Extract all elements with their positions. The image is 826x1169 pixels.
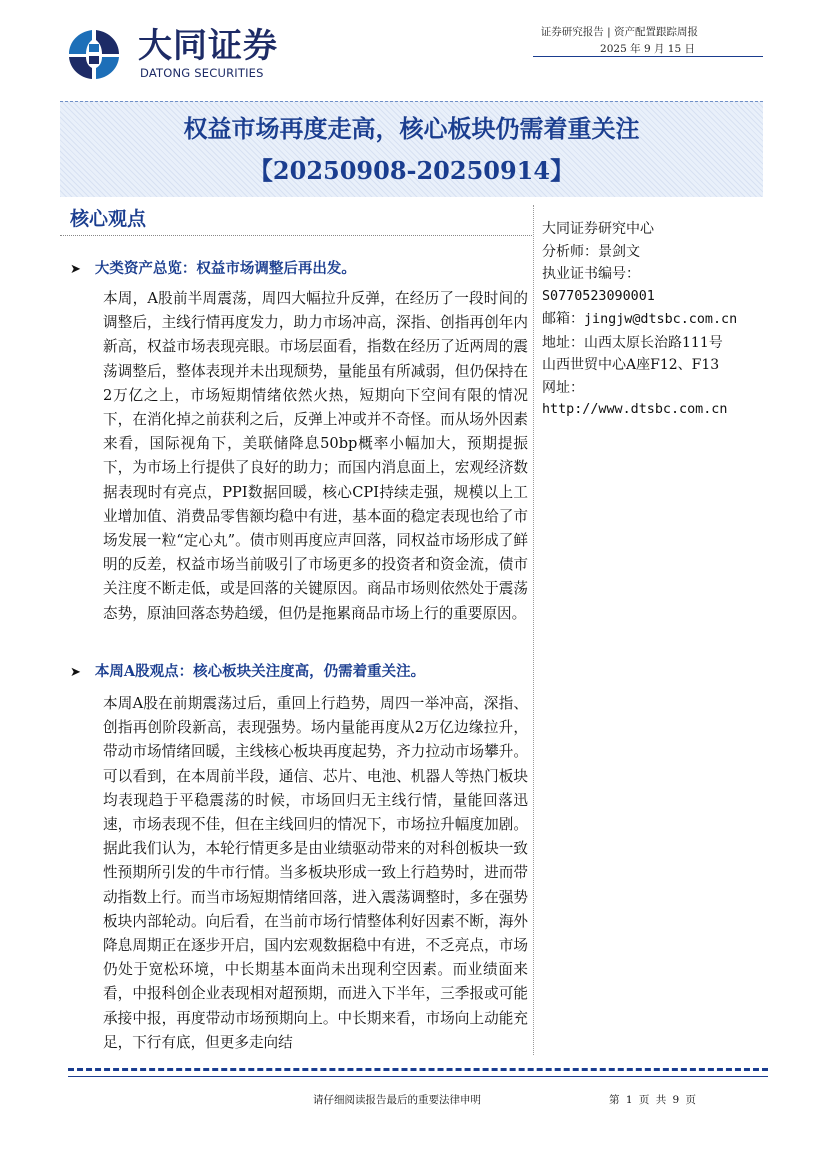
analyst-info xyxy=(542,218,767,422)
key-point-heading xyxy=(70,660,425,681)
license-number: S0770523090001 xyxy=(542,288,655,304)
key-point-paragraph: 本周A股在前期震荡过后，重回上行趋势，周四一举冲高，深指、创指再创阶段新高，表现强势。场内量能再度从2万亿边缘拉升，带动市场情绪回暖，主线核心板块再度起势，齐力拉动市场攀升。可以看到，在本周前半段，通信、芯片、电池、机器人等热门板块均表现趋于平稳震荡的时候，市场回归无主线行情，量能回落迅速，市场表现不佳，但在主线回归的情况下，市场拉升幅度加剧。据此我们认为，本轮行情更多是由业绩驱动带来的对科创板块一致性预期所引发的牛市行情。当多板块形成一致上行趋势时，进而带动指数上行。而当市场短期情绪回落，进入震荡调整时，多在强势板块内部轮动。向后看，在当前市场行情整体利好因素不断，海外降息周期正在逐步开启，国内宏观数据稳中有进，不乏亮点，市场仍处于宽松环境，中长期基本面尚未出现利空因素。而业绩面来看，中报科创企业表现相对超预期，而进入下半年，三季报或可能承接中报，再度带动市场预期向上。中长期来看，市场向上动能充足，下行有底，但更多走向结 xyxy=(103,695,528,1051)
header-divider xyxy=(533,56,763,57)
key-point-paragraph: 本周，A股前半周震荡，周四大幅拉升反弹，在经历了一段时间的调整后，主线行情再度发力，助力市场冲高，深指、创指再创年内新高，权益市场表现亮眼。市场层面看，指数在经历了近两周的震荡调整后，整体表现并未出现颓势，量能虽有所减弱，但仍保持在2万亿之上，市场短期情绪依然火热，短期向下空间有限的情况下，在消化掉之前获利之后，反弹上冲或并不奇怪。而从场外因素来看，国际视角下，美联储降息50bp概率小幅加大，预期提振下，为市场上行提供了良好的助力；而国内消息面上，宏观经济数据表现时有亮点，PPI数据回暖，核心CPI持续走强，规模以上工业增加值、消费品零售额均稳中有进，基本面的稳定表现也给了市场发展一粒“定心丸”。债市则再度应声回落，同权益市场形成了鲜明的反差，权益市场当前吸引了市场更多的投资者和资金流，债市关注度不断走低，或是回落的关键原因。商品市场则依然处于震荡态势，原油回落态势趋缓，但仍是拖累商品市场上行的重要原因。 xyxy=(103,290,528,622)
address-line-2: 山西世贸中心A座F12、F13 xyxy=(542,357,720,373)
license-label: 执业证书编号： xyxy=(542,266,640,282)
website-label: 网址： xyxy=(542,379,584,396)
email-row xyxy=(542,308,767,332)
report-date: 2025 年 9 月 15 日 xyxy=(600,43,695,55)
logo-english-name: DATONG SECURITIES xyxy=(140,66,264,80)
email-link[interactable]: jingjw@dtsbc.com.cn xyxy=(584,312,738,327)
footer-disclaimer: 请仔细阅读报告最后的重要法律申明 xyxy=(313,1094,481,1106)
arrow-bullet-icon: ➤ xyxy=(70,262,81,277)
column-divider xyxy=(533,205,534,1055)
footer-rule xyxy=(68,1076,768,1077)
report-period: 【20250908-20250914】 xyxy=(248,156,575,185)
analyst-name: 分析师：景剑文 xyxy=(542,243,640,260)
datong-logo-icon xyxy=(64,26,124,82)
key-point-title: 大类资产总览：权益市场调整后再出发。 xyxy=(94,260,356,277)
section-heading: 核心观点 xyxy=(70,208,147,230)
section-divider xyxy=(60,235,532,236)
report-title: 权益市场再度走高，核心板块仍需着重关注 xyxy=(183,114,640,143)
page-number: 第 1 页 共 9 页 xyxy=(609,1094,697,1106)
arrow-bullet-icon: ➤ xyxy=(70,665,81,680)
key-point-heading xyxy=(70,257,356,278)
website-link[interactable]: http://www.dtsbc.com.cn xyxy=(542,402,728,417)
email-label: 邮箱： xyxy=(542,311,584,327)
research-institute: 大同证券研究中心 xyxy=(542,221,654,237)
key-point-title: 本周A股观点：核心板块关注度高，仍需着重关注。 xyxy=(94,663,426,680)
report-type: 证券研究报告 | 资产配置跟踪周报 xyxy=(540,26,698,38)
address-line-1: 地址：山西太原长治路111号 xyxy=(542,334,723,351)
footer-dashed-rule xyxy=(68,1068,768,1071)
company-logo xyxy=(64,26,294,82)
logo-chinese-name: 大同证券 xyxy=(138,26,278,66)
